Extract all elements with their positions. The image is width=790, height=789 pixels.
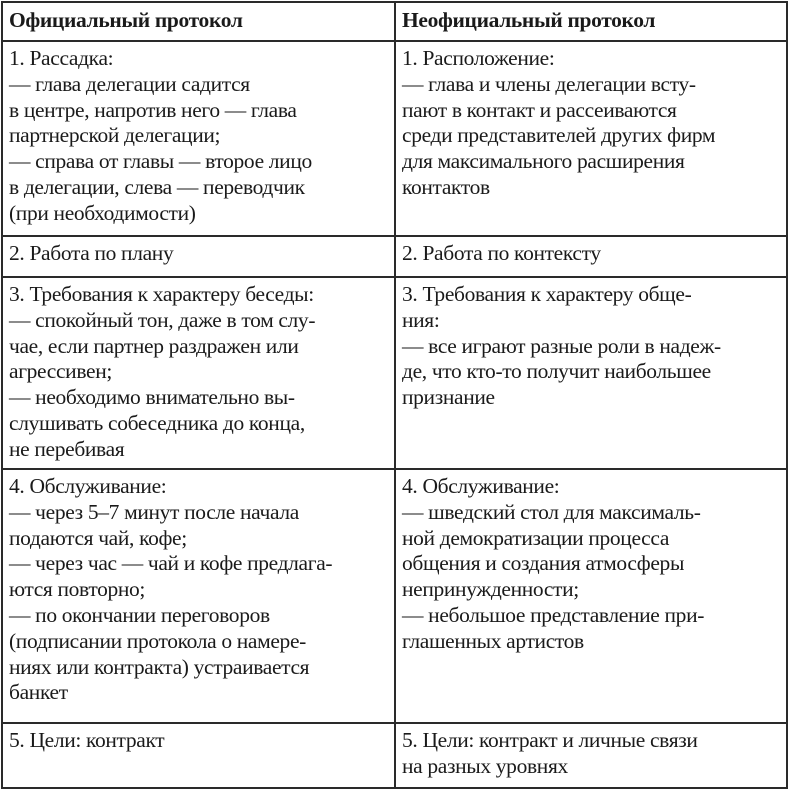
cell-line: 5. Цели: контракт и личные связи [402,728,698,752]
cell-line: — необходимо внимательно вы- [9,385,295,410]
cell-line: — все играют разные роли в надеж- [402,333,721,358]
cell-line: — справа от главы — второе лицо [9,149,312,174]
cell-unofficial-work [395,236,787,277]
cell-line: ниях или контракта) устраивается [9,654,310,679]
cell-line: среди представителей других фирм [402,123,716,148]
cell-official-service [2,469,395,723]
cell-line: чае, если партнер раздражен или [9,333,299,358]
cell-line: — через 5–7 минут после начала [9,499,299,524]
cell-line: 5. Цели: контракт [9,728,165,752]
cell-line: 4. Обслуживание: [9,474,167,498]
cell-line: — глава и члены делегации всту- [402,71,696,96]
cell-unofficial-goals [395,723,787,788]
cell-line: в центре, напротив него — глава [9,97,297,122]
cell-official-seating [2,41,395,236]
cell-line: на разных уровнях [402,753,568,778]
cell-line: не перебивая [9,436,125,461]
cell-official-goals [2,723,395,788]
cell-line: 4. Обслуживание: [402,474,560,498]
cell-line: — шведский стол для максималь- [402,499,701,524]
table-row [2,469,787,723]
header-row [2,2,787,41]
cell-line: — спокойный тон, даже в том слу- [9,307,316,332]
cell-line: контактов [402,174,490,199]
cell-line: 1. Рассадка: [9,46,114,70]
cell-line: — через час — чай и кофе предлага- [9,551,333,576]
cell-unofficial-service [395,469,787,723]
cell-line: 3. Требования к характеру беседы: [9,282,314,306]
cell-line: 1. Расположение: [402,46,555,70]
cell-line: пают в контакт и рассеиваются [402,97,677,122]
protocol-comparison-table [1,1,788,789]
cell-line: общения и создания атмосферы [402,551,685,576]
cell-unofficial-communication [395,277,787,469]
cell-line: признание [402,385,495,410]
table-row [2,277,787,469]
table-row [2,723,787,788]
cell-line: непринужденности; [402,577,579,602]
cell-line: ются повторно; [9,577,146,602]
header-unofficial: Неофициальный протокол [395,2,787,41]
cell-line: слушивать собеседника до конца, [9,410,305,435]
cell-line: в делегации, слева — переводчик [9,174,305,199]
table-row [2,41,787,236]
cell-line: (подписании протокола о намере- [9,628,306,653]
cell-line: де, что кто-то получит наибольшее [402,359,711,384]
cell-line: 2. Работа по плану [9,241,174,265]
cell-line: 2. Работа по контексту [402,241,601,265]
cell-line: (при необходимости) [9,200,196,225]
cell-line: для максимального расширения [402,149,685,174]
cell-line: — небольшое представление при- [402,602,705,627]
table-row [2,236,787,277]
cell-line: — по окончании переговоров [9,602,270,627]
cell-line: ния: [402,307,440,332]
cell-official-work [2,236,395,277]
cell-line: ной демократизации процесса [402,525,670,550]
cell-unofficial-placement [395,41,787,236]
header-official: Официальный протокол [2,2,395,41]
cell-line: глашенных артистов [402,628,584,653]
cell-line: — глава делегации садится [9,71,250,96]
cell-official-conversation [2,277,395,469]
cell-line: агрессивен; [9,359,112,384]
cell-line: банкет [9,680,68,705]
cell-line: 3. Требования к характеру обще- [402,282,692,306]
cell-line: партнерской делегации; [9,123,221,148]
cell-line: подаются чай, кофе; [9,525,187,550]
